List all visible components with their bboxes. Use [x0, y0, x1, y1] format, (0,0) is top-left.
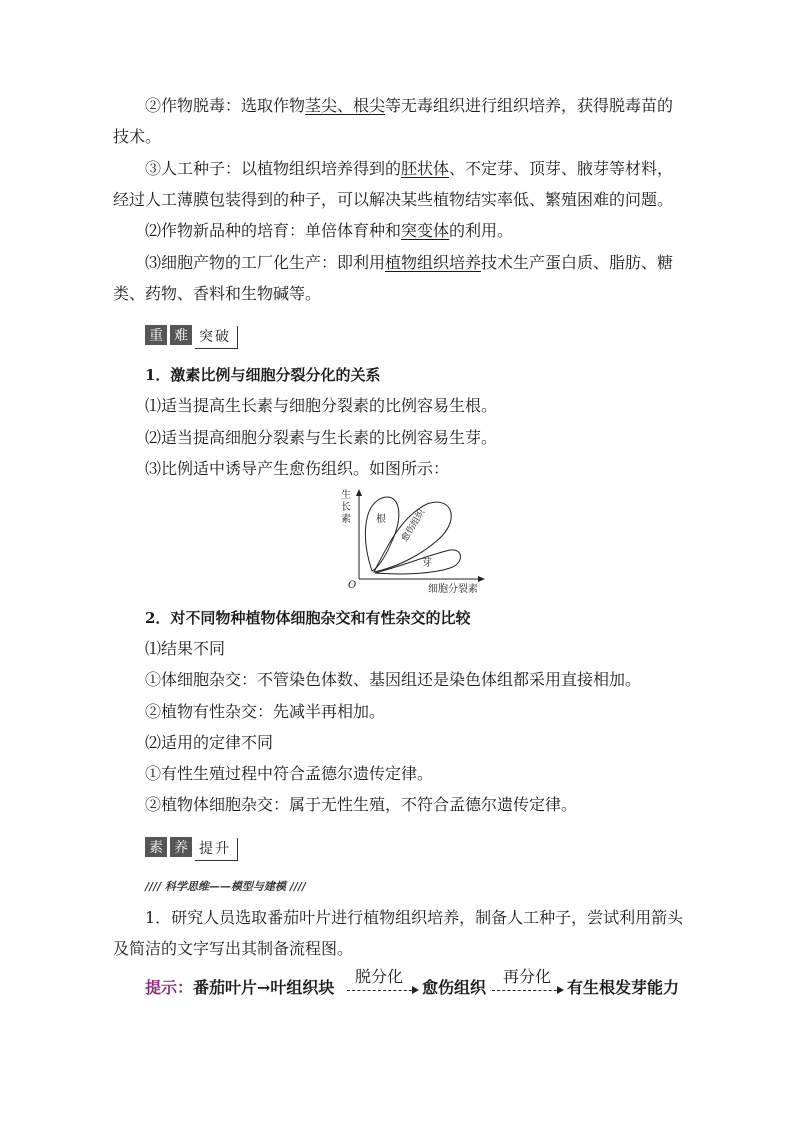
text: ③人工种子：以植物组织培养得到的 — [145, 159, 402, 178]
para-asexual: ②植物体细胞杂交：属于无性生殖，不符合孟德尔遗传定律。 — [145, 795, 578, 814]
tag-rest: 提升 — [195, 838, 238, 861]
subheading-science-thinking: //// 科学思维——模型与建模 //// — [145, 880, 306, 893]
text: 等无毒组织进行组织培养，获得脱毒苗的 — [385, 96, 674, 115]
para-root: ⑴适当提高生长素与细胞分裂素的比例容易生根。 — [145, 396, 498, 415]
bud-label: 芽 — [422, 558, 432, 569]
heading-2: 2．对不同物种植物体细胞杂交和有性杂交的比较 — [145, 609, 471, 627]
tag-char: 重 — [145, 325, 167, 345]
underlined-term: 植物组织培养 — [385, 253, 482, 272]
para-factory-line2: 类、药物、香料和生物碱等。 — [113, 284, 322, 303]
underlined-term: 胚状体 — [401, 159, 450, 178]
underlined-term: 突变体 — [401, 221, 450, 240]
para-bud: ⑵适当提高细胞分裂素与生长素的比例容易生芽。 — [145, 428, 498, 447]
para-sexual: ②植物有性杂交：先减半再相加。 — [145, 702, 386, 721]
y-label-3: 素 — [341, 514, 351, 525]
dashed-arrow-2 — [492, 990, 562, 991]
y-label-1: 生 — [341, 490, 351, 501]
section-tag-key-points — [145, 324, 238, 346]
question-line1: 1．研究人员选取番茄叶片进行植物组织培养，制备人工种子，尝试利用箭头 — [145, 908, 684, 927]
tag-char: 养 — [170, 837, 192, 857]
y-arrow — [356, 489, 362, 496]
x-arrow — [478, 576, 485, 582]
text: ⑶细胞产物的工厂化生产：即利用 — [145, 253, 386, 272]
para-mendel: ①有性生殖过程中符合孟德尔遗传定律。 — [145, 764, 434, 783]
tip-line — [145, 978, 334, 998]
tag-rest: 突破 — [195, 326, 238, 349]
tag-char: 难 — [170, 325, 192, 345]
text: ②作物脱毒：选取作物 — [145, 96, 306, 115]
para-new-variety — [145, 221, 513, 241]
para-factory-line1 — [145, 253, 673, 273]
text: ⑵作物新品种的培育：单倍体育种和 — [145, 221, 402, 240]
tip-step-3: 有生根发芽能力 — [567, 978, 680, 997]
tip-step-2: 愈伤组织 — [422, 978, 487, 997]
text: 技术生产蛋白质、脂肪、糖 — [481, 253, 674, 272]
para-callus: ⑶比例适中诱导产生愈伤组织。如图所示： — [145, 459, 450, 478]
text: 的利用。 — [449, 221, 514, 240]
para-detox-line1 — [145, 96, 673, 116]
para-artificial-seed-line2: 经过人工薄膜包装得到的种子，可以解决某些植物结实率低、繁殖困难的问题。 — [113, 190, 674, 209]
para-result: ⑴结果不同 — [145, 639, 226, 658]
para-detox-line2: 技术。 — [113, 127, 162, 146]
root-petal — [365, 497, 398, 571]
heading-1: 1．激素比例与细胞分裂分化的关系 — [145, 366, 381, 384]
callus-label: 愈伤组织 — [400, 507, 428, 544]
hormone-ratio-figure — [332, 486, 492, 596]
origin-label: O — [348, 580, 357, 591]
para-law: ⑵适用的定律不同 — [145, 733, 274, 752]
y-label-2: 长 — [341, 502, 351, 513]
bud-petal — [375, 550, 461, 574]
text: 、不定芽、顶芽、腋芽等材料， — [449, 159, 674, 178]
section-tag-literacy — [145, 836, 238, 858]
tip-label: 提示： — [145, 978, 194, 997]
para-artificial-seed-line1 — [145, 159, 673, 179]
question-line2: 及简洁的文字写出其制备流程图。 — [113, 939, 354, 958]
tip-step-1: 番茄叶片→叶组织块 — [193, 978, 335, 997]
para-somatic: ①体细胞杂交：不管染色体数、基因组还是染色体组都采用直接相加。 — [145, 670, 642, 689]
arrow1-label: 脱分化 — [355, 967, 404, 986]
tag-char: 素 — [145, 837, 167, 857]
x-axis-label: 细胞分裂素 — [428, 584, 478, 595]
dashed-arrow-1 — [347, 990, 417, 991]
underlined-term: 茎尖、根尖 — [305, 96, 386, 115]
root-label: 根 — [376, 514, 386, 525]
arrow2-label: 再分化 — [503, 967, 552, 986]
